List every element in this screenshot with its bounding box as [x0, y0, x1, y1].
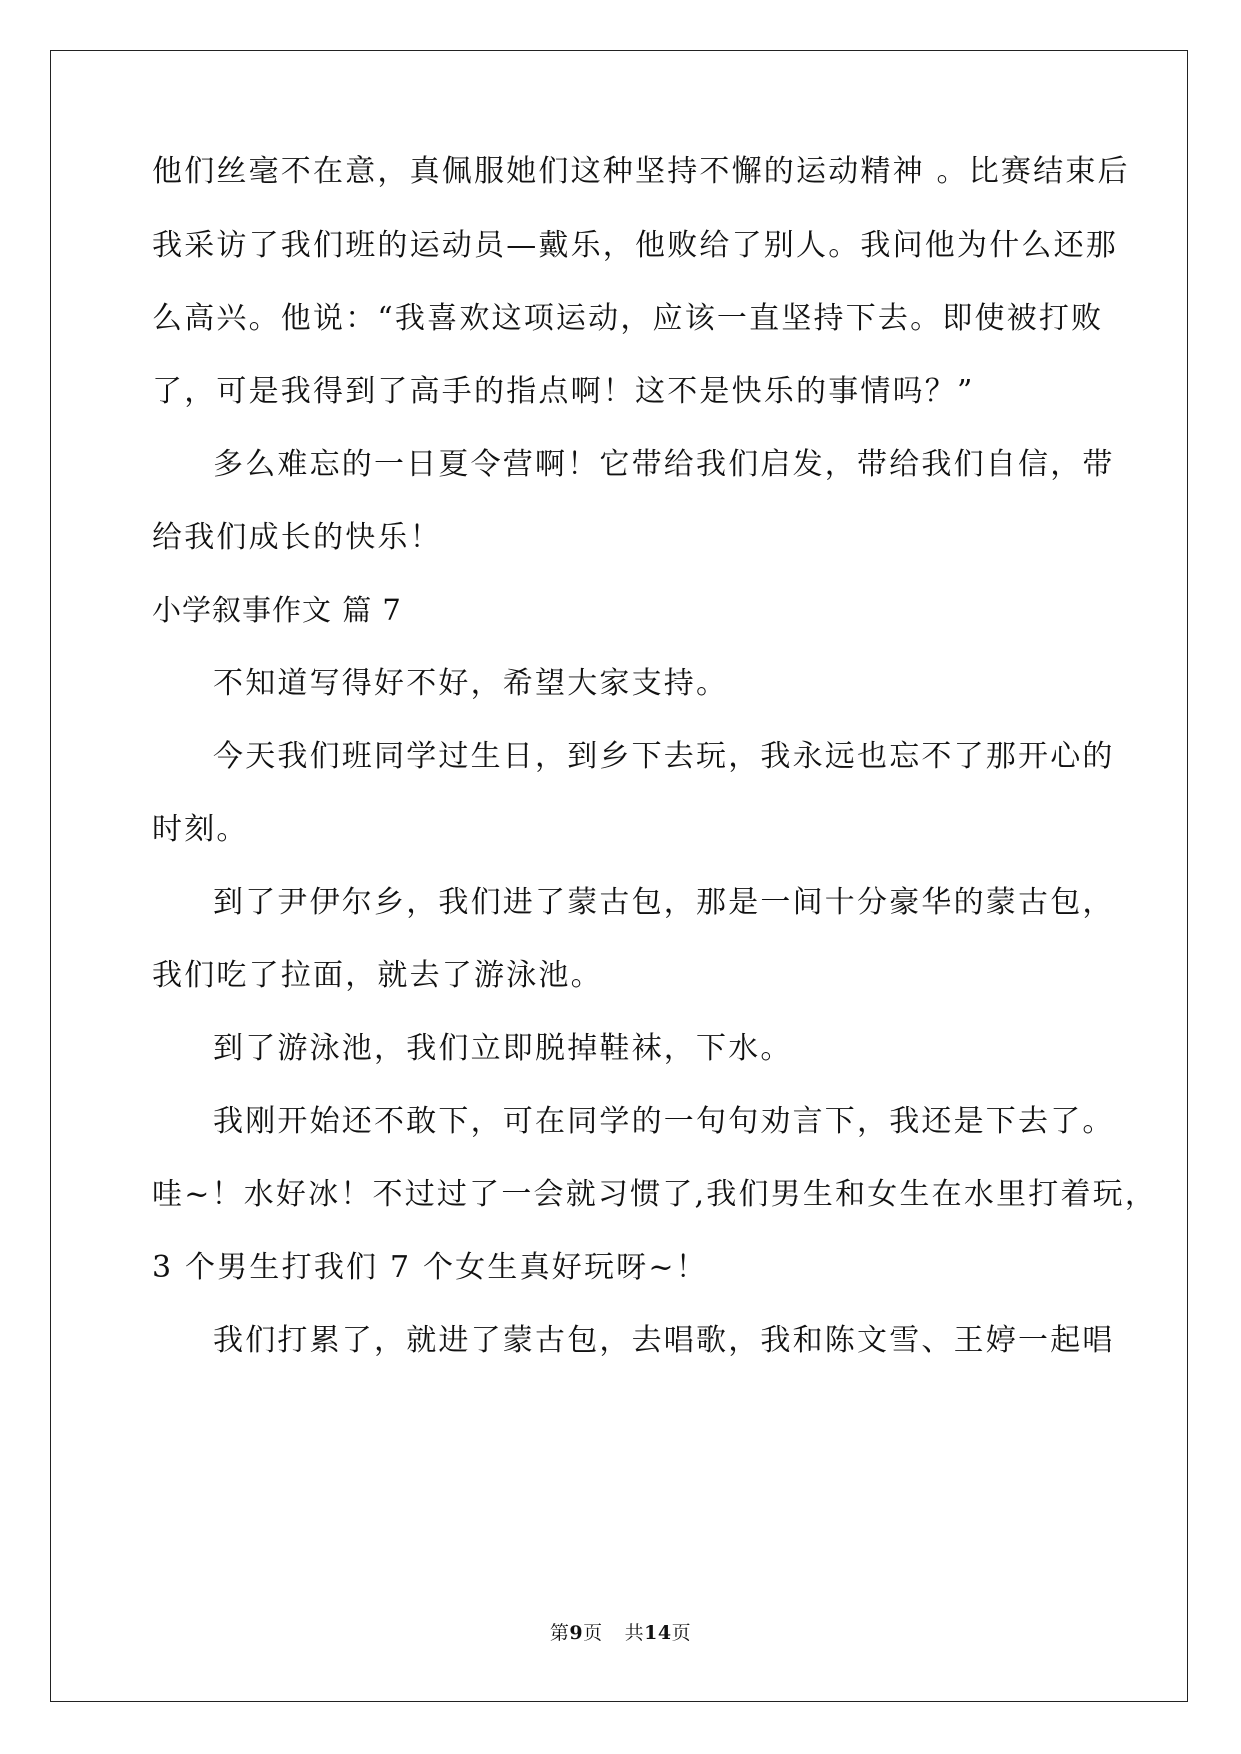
total-unit: 页 [671, 1622, 692, 1644]
paragraph-start: 多么难忘的一日夏令营啊！它带给我们启发，带给我们自信，带 [213, 447, 1115, 482]
text-line: 我采访了我们班的运动员—戴乐，他败给了别人。我问他为什么还那 [152, 228, 1118, 263]
paragraph-start: 我刚开始还不敢下，可在同学的一句句劝言下，我还是下去了。 [213, 1104, 1115, 1139]
text-line: 了，可是我得到了高手的指点啊！这不是快乐的事情吗？” [152, 374, 975, 409]
paragraph-start: 到了尹伊尔乡，我们进了蒙古包，那是一间十分豪华的蒙古包， [213, 885, 1115, 920]
page-prefix: 第 [549, 1622, 570, 1644]
page-border [50, 50, 1188, 1702]
text-line: 我们吃了拉面，就去了游泳池。 [152, 958, 603, 993]
paragraph-start: 不知道写得好不好，希望大家支持。 [213, 666, 729, 701]
total-page-count: 14 [644, 1622, 672, 1644]
text-line: 他们丝毫不在意，真佩服她们这种坚持不懈的运动精神 。比赛结束后 [152, 154, 1130, 189]
paragraph-start: 我们打累了，就进了蒙古包，去唱歌，我和陈文雪、王婷一起唱 [213, 1323, 1115, 1358]
text-line: 给我们成长的快乐！ [152, 520, 442, 555]
total-prefix: 共 [624, 1622, 645, 1644]
current-page-number: 9 [569, 1622, 584, 1644]
page-unit: 页 [583, 1622, 603, 1644]
paragraph-start: 到了游泳池，我们立即脱掉鞋袜，下水。 [213, 1031, 793, 1066]
text-line: 3 个男生打我们 7 个女生真好玩呀~！ [152, 1250, 708, 1285]
text-line: 时刻。 [152, 812, 249, 847]
text-line: 么高兴。他说：“我喜欢这项运动，应该一直坚持下去。即使被打败 [152, 301, 1104, 336]
text-line: 哇~！水好冰！不过过了一会就习惯了,我们男生和女生在水里打着玩， [152, 1177, 1158, 1212]
section-heading: 小学叙事作文 篇 7 [152, 593, 402, 627]
page-footer [0, 1621, 1241, 1645]
paragraph-start: 今天我们班同学过生日，到乡下去玩，我永远也忘不了那开心的 [213, 739, 1115, 774]
